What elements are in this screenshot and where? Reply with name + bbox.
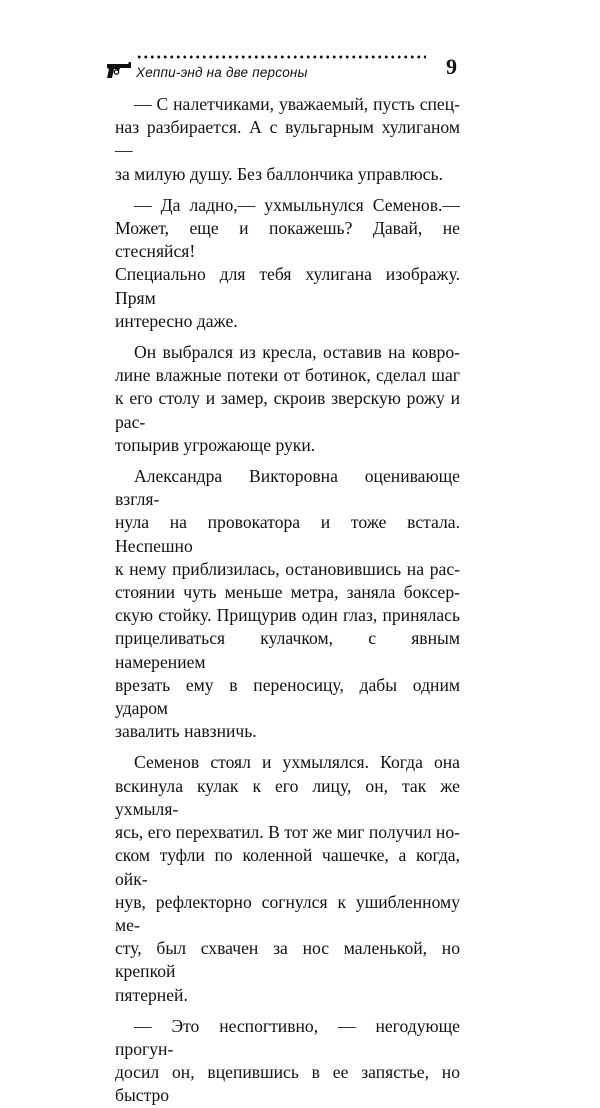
text-line: Специально для тебя хулигана изображу. Прям: [115, 264, 460, 308]
text-line: сту, был схвачен за нос маленькой, но крепкой: [115, 938, 460, 982]
text-line: скую стойку. Прищурив один глаз, принялась: [115, 605, 460, 626]
text-line: стоянии чуть меньше метра, заняла боксер-: [115, 582, 460, 603]
text-line: — Да ладно,— ухмыльнулся Семенов.—: [134, 194, 460, 215]
gun-icon: [106, 60, 132, 80]
text-line: ском туфли по коленной чашечке, а когда, ойк-: [115, 845, 460, 889]
text-line: врезать ему в переносицу, дабы одним ударом: [115, 674, 460, 719]
body-text: [115, 93, 460, 1108]
text-line: прицеливаться кулачком, с явным намерением: [115, 628, 460, 672]
text-line: ясь, его перехватил. В тот же миг получил но-: [115, 822, 460, 843]
running-title: Хеппи-энд на две персоны: [136, 65, 308, 80]
page-number: 9: [446, 54, 457, 79]
text-line: интересно даже.: [115, 310, 238, 331]
text-line: досил он, вцепившись в ее запястье, но быстро: [115, 1062, 460, 1106]
text-line: лине влажные потеки от ботинок, сделал шаг: [115, 365, 460, 386]
text-line: — Это неспогтивно, — негодующе прогун-: [115, 1015, 460, 1059]
text-line: — С налетчиками, уважаемый, пусть спец-: [134, 94, 460, 114]
text-line: топырив угрожающе руки.: [115, 434, 316, 455]
text-line: к его столу и замер, скроив зверскую рожу и рас-: [115, 388, 460, 432]
dotted-rule: [136, 54, 426, 60]
text-line: Он выбрался из кресла, оставив на ковро-: [134, 342, 460, 363]
text-line: завалить навзничь.: [115, 721, 257, 742]
text-line: к нему приблизилась, остановившись на рас-: [115, 558, 460, 579]
running-header: [106, 52, 466, 88]
text-line: нула на провокатора и тоже встала. Неспешно: [115, 512, 460, 556]
text-line: Семенов стоял и ухмылялся. Когда она: [134, 752, 460, 773]
text-line: за милую душу. Без баллончика управлюсь.: [115, 163, 443, 184]
text-line: наз разбирается. А с вульгарным хулиганом —: [115, 117, 460, 161]
text-line: нув, рефлекторно согнулся к ушибленному ме-: [115, 891, 460, 935]
text-line: пятерней.: [115, 984, 188, 1005]
text-line: вскинула кулак к его лицу, он, так же ухмыля-: [115, 775, 460, 819]
text-line: Александра Викторовна оценивающе взгля-: [115, 466, 460, 510]
text-line: Может, еще и покажешь? Давай, не стесняйся!: [115, 218, 460, 262]
